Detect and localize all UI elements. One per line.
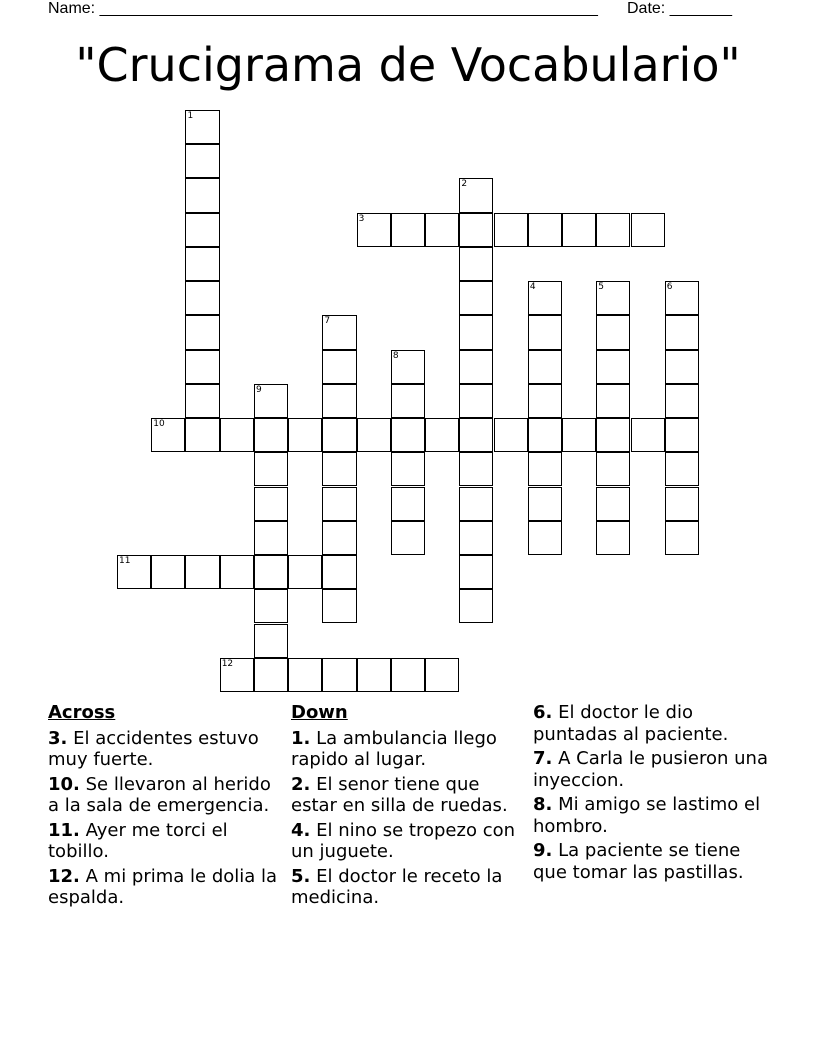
crossword-cell[interactable] — [322, 315, 356, 349]
crossword-grid — [117, 110, 699, 692]
crossword-cell[interactable] — [391, 350, 425, 384]
crossword-cell[interactable] — [391, 658, 425, 692]
crossword-cell[interactable] — [528, 281, 562, 315]
cell-number: 3 — [358, 213, 365, 224]
clue-number: 3. — [48, 727, 68, 749]
crossword-cell[interactable] — [596, 281, 630, 315]
crossword-cell[interactable] — [391, 521, 425, 555]
crossword-cell[interactable] — [185, 281, 219, 315]
crossword-cell[interactable] — [254, 521, 288, 555]
page-title: "Crucigrama de Vocabulario" — [75, 38, 741, 92]
crossword-cell[interactable] — [151, 555, 185, 589]
clue-number: 12. — [48, 865, 80, 887]
crossword-cell[interactable] — [528, 452, 562, 486]
crossword-cell[interactable] — [254, 658, 288, 692]
page-header — [48, 0, 748, 18]
crossword-cell[interactable] — [322, 487, 356, 521]
crossword-cell[interactable] — [185, 110, 219, 144]
crossword-cell[interactable] — [288, 658, 322, 692]
crossword-cell[interactable] — [665, 281, 699, 315]
crossword-cell[interactable] — [185, 178, 219, 212]
crossword-cell[interactable] — [322, 452, 356, 486]
crossword-cell[interactable] — [185, 247, 219, 281]
crossword-cell[interactable] — [185, 555, 219, 589]
crossword-cell[interactable] — [322, 350, 356, 384]
cell-number: 12 — [221, 658, 234, 669]
clue-text: La ambulancia llego rapido al lugar. — [291, 727, 497, 770]
crossword-cell[interactable] — [562, 213, 596, 247]
down-clues-continued — [533, 702, 773, 886]
clue-text: El accidentes estuvo muy fuerte. — [48, 727, 259, 770]
across-heading: Across — [48, 702, 116, 723]
clue-text: Mi amigo se lastimo el hombro. — [533, 794, 761, 837]
crossword-cell[interactable] — [391, 487, 425, 521]
crossword-cell[interactable] — [596, 418, 630, 452]
crossword-cell[interactable] — [528, 350, 562, 384]
clue-number: 6. — [533, 702, 553, 723]
crossword-cell[interactable] — [459, 350, 493, 384]
crossword-cell[interactable] — [185, 350, 219, 384]
cell-number: 2 — [461, 179, 468, 190]
crossword-cell[interactable] — [391, 418, 425, 452]
crossword-cell[interactable] — [391, 452, 425, 486]
clue-number: 2. — [291, 773, 311, 795]
clue-number: 11. — [48, 819, 80, 841]
crossword-cell[interactable] — [391, 213, 425, 247]
crossword-cell[interactable] — [665, 521, 699, 555]
cell-number: 1 — [187, 111, 194, 121]
crossword-cell[interactable] — [254, 589, 288, 623]
cell-number: 11 — [119, 556, 131, 567]
crossword-cell[interactable] — [596, 452, 630, 486]
crossword-cell[interactable] — [459, 555, 493, 589]
crossword-cell[interactable] — [665, 384, 699, 418]
cell-number: 4 — [529, 282, 536, 293]
clue-down-2 — [291, 774, 527, 817]
crossword-cell[interactable] — [459, 589, 493, 623]
crossword-cell[interactable] — [459, 178, 493, 212]
crossword-cell[interactable] — [596, 521, 630, 555]
clue-text: La paciente se tiene que tomar las pastillas. — [533, 840, 744, 883]
crossword-cell[interactable] — [220, 555, 254, 589]
clue-down-9 — [533, 840, 773, 883]
crossword-cell[interactable] — [494, 418, 528, 452]
crossword-cell[interactable] — [185, 418, 219, 452]
crossword-cell[interactable] — [151, 418, 185, 452]
cell-number: 9 — [255, 384, 262, 395]
crossword-cell[interactable] — [185, 213, 219, 247]
crossword-cell[interactable] — [357, 213, 391, 247]
clue-number: 9. — [533, 840, 553, 861]
clue-number: 1. — [291, 727, 311, 749]
clue-text: Ayer me torci el tobillo. — [48, 819, 228, 862]
clue-text: El nino se tropezo con un juguete. — [291, 819, 516, 862]
crossword-cell[interactable] — [562, 418, 596, 452]
crossword-cell[interactable] — [596, 350, 630, 384]
crossword-cell[interactable] — [391, 384, 425, 418]
crossword-cell[interactable] — [459, 384, 493, 418]
down-clues — [291, 702, 527, 912]
crossword-cell[interactable] — [357, 418, 391, 452]
crossword-cell[interactable] — [322, 658, 356, 692]
clue-down-6 — [533, 702, 773, 745]
crossword-cell[interactable] — [665, 418, 699, 452]
crossword-cell[interactable] — [357, 658, 391, 692]
crossword-cell[interactable] — [665, 315, 699, 349]
crossword-cell[interactable] — [117, 555, 151, 589]
clue-across-11 — [48, 820, 280, 863]
clue-text: A mi prima le dolia la espalda. — [48, 865, 278, 908]
crossword-cell[interactable] — [631, 213, 665, 247]
crossword-cell[interactable] — [459, 418, 493, 452]
crossword-cell[interactable] — [185, 144, 219, 178]
crossword-cell[interactable] — [596, 315, 630, 349]
crossword-cell[interactable] — [459, 487, 493, 521]
crossword-cell[interactable] — [528, 521, 562, 555]
crossword-cell[interactable] — [254, 384, 288, 418]
crossword-cell[interactable] — [322, 521, 356, 555]
crossword-cell[interactable] — [631, 418, 665, 452]
clue-number: 4. — [291, 819, 311, 841]
crossword-cell[interactable] — [528, 315, 562, 349]
crossword-cell[interactable] — [220, 418, 254, 452]
crossword-cell[interactable] — [459, 247, 493, 281]
crossword-cell[interactable] — [322, 589, 356, 623]
crossword-cell[interactable] — [254, 452, 288, 486]
clue-number: 7. — [533, 748, 553, 769]
crossword-cell[interactable] — [459, 452, 493, 486]
crossword-cell[interactable] — [459, 213, 493, 247]
crossword-cell[interactable] — [665, 350, 699, 384]
crossword-cell[interactable] — [254, 487, 288, 521]
crossword-cell[interactable] — [665, 452, 699, 486]
crossword-cell[interactable] — [596, 487, 630, 521]
crossword-cell[interactable] — [288, 555, 322, 589]
across-clues — [48, 702, 280, 912]
clue-text: El doctor le receto la medicina. — [291, 865, 503, 908]
cell-number: 10 — [153, 419, 165, 430]
clue-down-8 — [533, 794, 773, 837]
clue-number: 5. — [291, 865, 311, 887]
cell-number: 6 — [666, 282, 673, 293]
crossword-cell[interactable] — [288, 418, 322, 452]
crossword-cell[interactable] — [494, 213, 528, 247]
cell-number: 8 — [392, 350, 399, 361]
crossword-cell[interactable] — [459, 521, 493, 555]
crossword-cell[interactable] — [459, 315, 493, 349]
crossword-cell[interactable] — [596, 213, 630, 247]
crossword-cell[interactable] — [528, 418, 562, 452]
crossword-cell[interactable] — [185, 384, 219, 418]
clue-across-10 — [48, 774, 280, 817]
crossword-cell[interactable] — [528, 213, 562, 247]
crossword-cell[interactable] — [185, 315, 219, 349]
clue-text: El doctor le dio puntadas al paciente. — [533, 702, 729, 745]
crossword-cell[interactable] — [322, 555, 356, 589]
down-heading: Down — [291, 702, 348, 723]
cell-number: 7 — [324, 316, 331, 327]
clue-across-3 — [48, 728, 280, 771]
name-field-label: Name: ________________________________________________________ — [48, 0, 598, 17]
cell-number: 5 — [598, 282, 605, 293]
crossword-cell[interactable] — [459, 281, 493, 315]
date-field-label: Date: _______ — [627, 0, 732, 17]
clue-down-5 — [291, 866, 527, 909]
clue-text: El senor tiene que estar en silla de ruedas. — [291, 773, 508, 816]
crossword-cell[interactable] — [596, 384, 630, 418]
clue-across-12 — [48, 866, 280, 909]
clue-down-1 — [291, 728, 527, 771]
crossword-cell[interactable] — [254, 624, 288, 658]
crossword-cell[interactable] — [322, 384, 356, 418]
crossword-cell[interactable] — [254, 555, 288, 589]
clue-number: 8. — [533, 794, 553, 815]
clue-text: Se llevaron al herido a la sala de emergencia. — [48, 773, 271, 816]
crossword-cell[interactable] — [254, 418, 288, 452]
clue-text: A Carla le pusieron una inyeccion. — [533, 748, 768, 791]
crossword-cell[interactable] — [528, 487, 562, 521]
crossword-cell[interactable] — [322, 418, 356, 452]
clue-number: 10. — [48, 773, 80, 795]
clue-down-4 — [291, 820, 527, 863]
crossword-cell[interactable] — [425, 213, 459, 247]
crossword-cell[interactable] — [528, 384, 562, 418]
clue-down-7 — [533, 748, 773, 791]
crossword-cell[interactable] — [220, 658, 254, 692]
crossword-cell[interactable] — [665, 487, 699, 521]
crossword-cell[interactable] — [425, 418, 459, 452]
crossword-cell[interactable] — [425, 658, 459, 692]
